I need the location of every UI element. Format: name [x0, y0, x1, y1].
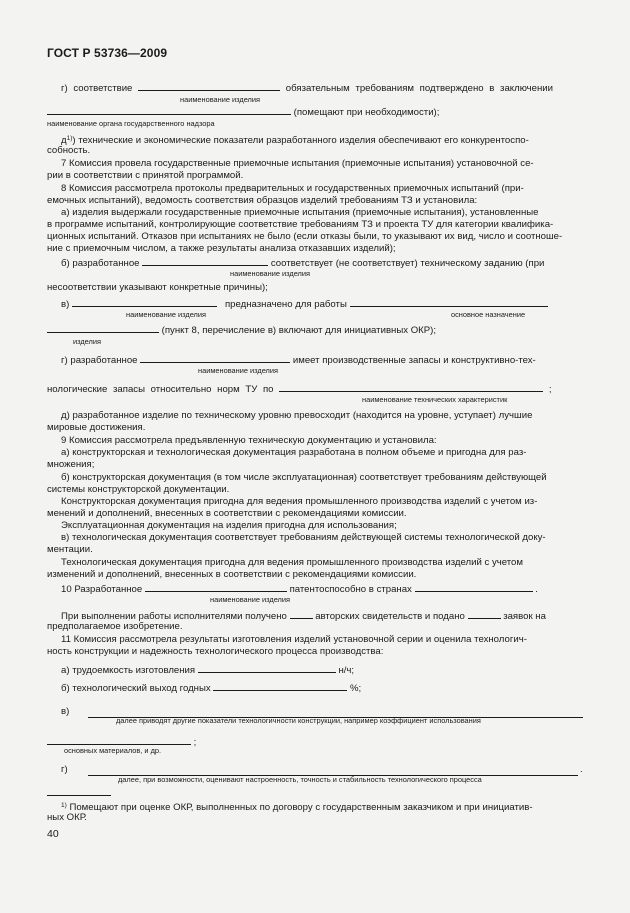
para-td-line2: изменений и дополнений, внесенных в соответствии с рекомендациями комиссии.	[47, 569, 417, 580]
footnote-line1: $^{1)}$ Помещают при оценке ОКР, выполненных по договору с государственным заказчиком и при инициатив-	[61, 802, 533, 813]
fill-blank	[468, 609, 501, 619]
para-8-line1: 8 Комиссия рассмотрела протоколы предварительных и государственных приемочных испытаний (при-	[61, 183, 524, 194]
para-11-line1: 11 Комиссия рассмотрела результаты изготовления изделий установочной серии и оценила технологич-	[61, 634, 527, 645]
para-8a-line2: в программе испытаний, контролирующие соответствие требованиям ТЗ и проекта ТУ для категории квалифика-	[47, 219, 554, 230]
para-8a-line3: ционных испытаний. Отказов при испытаниях не было (если отказы были, то указывают их вид, число и соотноше-	[47, 231, 563, 242]
fill-blank	[47, 735, 191, 745]
caption: основное назначение	[451, 310, 526, 319]
caption: далее, при возможности, оценивают настроенность, точность и стабильность технологического процесса	[118, 775, 482, 784]
fill-blank	[415, 582, 533, 592]
para-9v-line2: ментации.	[47, 544, 93, 555]
para-8d-line1: д) разработанное изделие по техническому уровню превосходит (находится на уровне, уступает) лучшие	[61, 410, 533, 421]
caption: основных материалов, и др.	[64, 746, 162, 755]
item-d-line1: $д^{1)}$) технические и экономические показатели разработанного изделия обеспечивают его конкурентоспо-	[61, 135, 529, 146]
caption: изделия	[73, 337, 101, 346]
para-9b-line1: б) конструкторская документация (в том числе эксплуатационная) соответствует требованиям действующей	[61, 472, 547, 483]
fill-blank	[213, 681, 347, 691]
para-11b: б) технологический выход годных %;	[61, 683, 362, 694]
fill-blank	[279, 382, 543, 392]
fill-blank	[290, 609, 313, 619]
item-d-line2: собность.	[47, 145, 91, 156]
footnote-line2: ных ОКР.	[47, 812, 87, 823]
para-8a-line4: ние с приемочным числом, а также результаты анализа отказавших изделий);	[47, 243, 396, 254]
para-8b-line1: б) разработанное соответствует (не соответствует) техническому заданию (при	[61, 258, 545, 269]
caption: наименование изделия	[198, 366, 279, 375]
para-patents-line1: При выполнении работы исполнителями получено авторских свидетельств и подано заявок на	[61, 611, 546, 622]
para-10: 10 Разработанное патентоспособно в странах .	[61, 584, 538, 595]
footnote-divider	[47, 795, 111, 796]
para-9a-line1: а) конструкторская и технологическая документация разработана в полном объеме и пригодна для раз-	[61, 447, 527, 458]
fill-blank	[47, 323, 159, 333]
fill-blank	[145, 582, 287, 592]
caption: наименование изделия	[230, 269, 311, 278]
para-8v-line1: в) предназначено для работы	[61, 297, 548, 311]
fill-blank	[142, 256, 268, 266]
para-8a-line1: а) изделия выдержали государственные приемочные испытания (приемочные испытания), установленные	[61, 207, 539, 218]
fill-blank	[198, 663, 336, 673]
para-kd-line2: менений и дополнений, внесенных в соответствии с рекомендациями комиссии.	[47, 508, 407, 519]
para-8g-line2: нологические запасы относительно норм ТУ по ;	[47, 384, 552, 395]
para-7-line1: 7 Комиссия провела государственные приемочные испытания (приемочные испытания) установочной се-	[61, 158, 534, 169]
fill-blank	[350, 297, 548, 307]
fill-blank	[138, 81, 280, 91]
caption: наименование изделия	[210, 595, 291, 604]
fill-blank	[140, 353, 290, 363]
para-11v-line2: ;	[47, 735, 196, 749]
para-9b-line2: системы конструкторской документации.	[47, 484, 230, 495]
caption: наименование органа государственного надзора	[47, 119, 215, 128]
page-number: 40	[47, 828, 59, 840]
item-g-line2: (помещают при необходимости);	[47, 105, 439, 119]
para-8d-line2: мировые достижения.	[47, 422, 146, 433]
para-11a: а) трудоемкость изготовления н/ч;	[61, 665, 355, 676]
caption: далее приводят другие показатели технологичности конструкции, например коэффициент использования	[116, 716, 481, 725]
item-g-line1: г) соответствие обязательным требованиям подтверждено в заключении	[61, 83, 554, 94]
caption: наименование изделия	[180, 95, 261, 104]
para-7-line2: рии в соответствии с принятой программой.	[47, 170, 244, 181]
caption: наименование технических характеристик	[362, 395, 508, 404]
document-page: ГОСТ Р 53736—2009 г) соответствие обязательным требованиям подтверждено в заключении наименование изделия (помещают при необходимости); наименование органа государственного надзора $д^{1)}$) технические и экономические показатели разработанного изделия обеспечивают его конкурентоспо- собность. 7 Комиссия провела государственные приемочные испытания (приемочные испытания) установочной се- рии в соответствии с принятой программой. 8 Комиссия рассмотрела протоколы предварительных и государственных приемочных испытаний (при- емочных испытаний), ведомость соответствия образцов изделий требованиям ТЗ и установила: а) изделия выдержали государственные приемочные испытания (приемочные испытания), установленные в программе испытаний, контролирующие соответствие требованиям ТЗ и проекта ТУ для категории квалифика- ционных испытаний. Отказов при испытаниях не было (если отказы были, то указывают их вид, число и соотноше- ние с приемочным числом, а также результаты анализа отказавших изделий); б) разработанное соответствует (не соответствует) техническому заданию (при наименование изделия несоответствии указывают конкретные причины); в) предназначено для работы наименование изделия основное назначение (пункт 8, перечисление в) включают для инициативных ОКР); изделия г) разработанное имеет производственные запасы и конструктивно-тех- наименование изделия нологические запасы относительно норм ТУ по ; наименование технических характеристик д) разработанное изделие по техническому уровню превосходит (находится на уровне, уступает) лучшие мировые достижения. 9 Комиссия рассмотрела предъявленную техническую документацию и установила: а) конструкторская и технологическая документация разработана в полном объеме и пригодна для раз- множения; б) конструкторская документация (в том числе эксплуатационная) соответствует требованиям действующей системы конструкторской документации. Конструкторская документация пригодна для ведения промышленного производства изделий с учетом из- менений и дополнений, внесенных в соответствии с рекомендациями комиссии. Эксплуатационная документация на изделия пригодна для использования; в) технологическая документация соответствует требованиям действующей системы технологической доку- ментации. Технологическая документация пригодна для ведения промышленного производства изделий с учетом изменений и дополнений, внесенных в соответствии с рекомендациями комиссии. 10 Разработанное патентоспособно в странах . наименование изделия При выполнении работы исполнителями получено авторских свидетельств и подано заявок на предполагаемое изобретение. 11 Комиссия рассмотрела результаты изготовления изделий установочной серии и оценила технологич- ность конструкции и надежность технологического процесса производства: а) трудоемкость изготовления н/ч; б) технологический выход годных %; в) далее приводят другие показатели технологичности конструкции, например коэффициент использования ; основных материалов, и др. г) . далее, при возможности, оценивают настроенность, точность и стабильность технологического процесса $^{1)}$ Помещают при оценке ОКР, выполненных по договору с государственным заказчиком и при инициатив- ных ОКР. 40	[47, 46, 583, 840]
para-8b-line2: несоответствии указывают конкретные причины);	[47, 282, 268, 293]
para-td-line1: Технологическая документация пригодна для ведения промышленного производства изделий с учетом	[61, 557, 523, 568]
para-9: 9 Комиссия рассмотрела предъявленную техническую документацию и установила:	[61, 435, 437, 446]
para-8-line2: емочных испытаний), ведомость соответствия образцов изделий требованиям ТЗ и установила:	[47, 195, 478, 206]
para-8v-line2: (пункт 8, перечисление в) включают для инициативных ОКР);	[47, 323, 436, 337]
para-8g-line1: г) разработанное имеет производственные запасы и конструктивно-тех-	[61, 355, 536, 366]
para-patents-line2: предполагаемое изобретение.	[47, 621, 183, 632]
para-11g-label: г)	[61, 764, 68, 775]
para-9a-line2: множения;	[47, 459, 95, 470]
para-9v-line1: в) технологическая документация соответствует требованиям действующей системы технологической доку-	[61, 532, 546, 543]
para-kd-line1: Конструкторская документация пригодна для ведения промышленного производства изделий с учетом из-	[61, 496, 538, 507]
fill-blank	[72, 297, 217, 307]
fill-blank	[47, 105, 291, 115]
para-11v-label: в)	[61, 706, 70, 717]
document-header: ГОСТ Р 53736—2009	[47, 46, 168, 60]
para-11-line2: ность конструкции и надежность технологического процесса производства:	[47, 646, 384, 657]
para-ed: Эксплуатационная документация на изделия пригодна для использования;	[61, 520, 397, 531]
caption: наименование изделия	[126, 310, 207, 319]
